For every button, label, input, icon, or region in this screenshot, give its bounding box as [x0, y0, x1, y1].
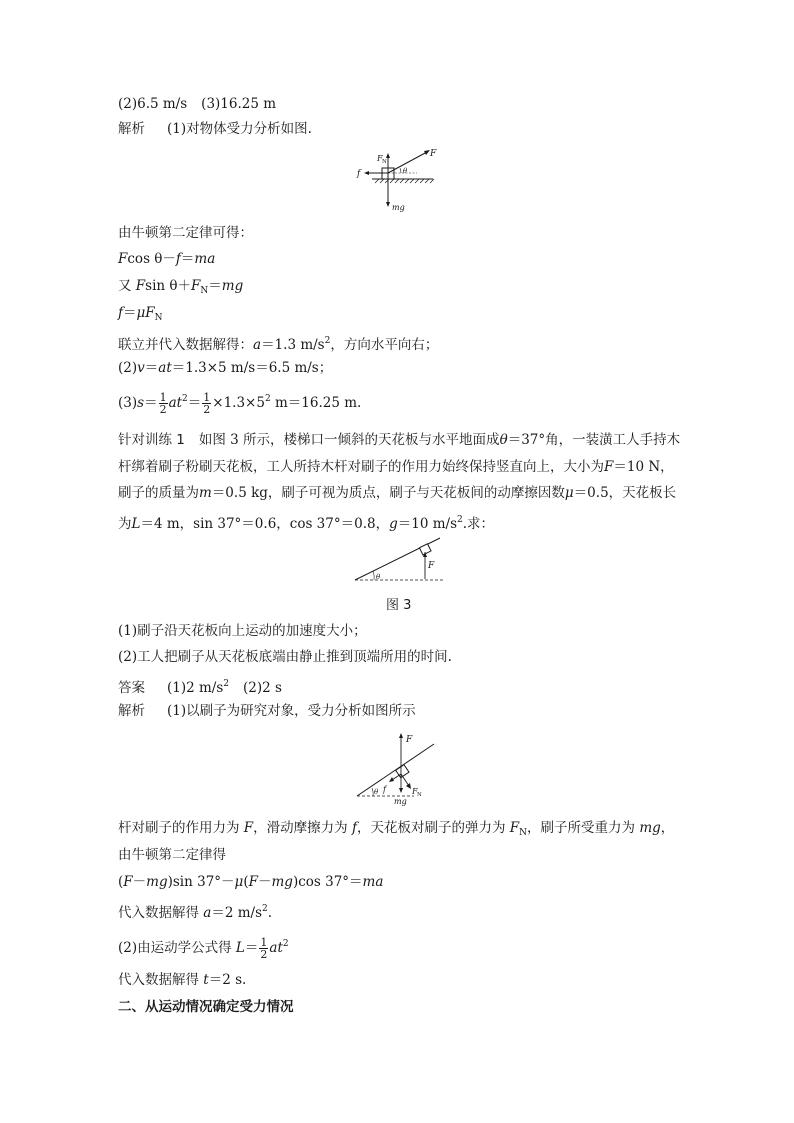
exercise-line-2: 杆绑着刷子粉刷天花板，工人所持木杆对刷子的作用力始终保持竖直向上，大小为F＝10 N，	[118, 459, 674, 475]
answer-line: 答案 (1)2 $m/s^2$ (2)2 s	[118, 679, 282, 696]
analysis-line	[118, 119, 312, 139]
label-FN-sub: N	[417, 792, 422, 798]
answer-line-1	[118, 94, 276, 114]
result-velocity: (2)v＝at＝1.3×5 m/s＝6.5 m/s；	[118, 360, 333, 376]
label-FN-sub: N	[382, 159, 387, 165]
equation-3: $f=\mu F_N$	[118, 305, 163, 323]
label-F: F	[406, 735, 413, 745]
analysis-label: 解析	[118, 121, 145, 137]
figure-force-diagram-2	[352, 728, 442, 808]
label-mg: mg	[394, 797, 407, 806]
label-f: f	[383, 785, 386, 794]
label-mg: mg	[392, 203, 405, 212]
section-heading: 二、从运动情况确定受力情况	[118, 999, 294, 1015]
figure-force-diagram-1	[355, 146, 455, 214]
answer-3: (3)16.25 m	[201, 96, 277, 112]
equation-1: Fcos θ－f＝ma	[118, 251, 216, 267]
text-newton-2nd: 由牛顿第二定律可得：	[118, 225, 253, 241]
analysis-line-2: 解析 (1)以刷子为研究对象，受力分析如图所示	[118, 703, 416, 719]
label-theta: θ	[374, 788, 379, 796]
analysis-label-2: 解析	[118, 703, 145, 719]
answer-label: 答案	[118, 680, 145, 696]
label-FN: F	[412, 787, 418, 796]
kinematics-formula: (2)由运动学公式得 L＝ $\frac{1}{2}$ $at^2$	[118, 936, 289, 961]
equation-4: (F－mg)sin 37°－μ(F－mg)cos 37°＝ma	[118, 874, 384, 890]
figure-3-ceiling	[352, 534, 452, 584]
label-theta: θ	[403, 167, 408, 175]
result-acceleration: 联立并代入数据解得：a＝1.3 $m/s^2$，方向水平向右；	[118, 336, 439, 353]
label-FN: F	[377, 154, 383, 163]
label-F: F	[428, 561, 435, 571]
result-a: 代入数据解得 a＝2 $m/s^2$.	[118, 904, 273, 921]
answer-2: (2)6.5 m/s	[118, 96, 188, 112]
question-2: (2)工人把刷子从天花板底端由静止推到顶端所用的时间.	[118, 649, 452, 665]
equation-2: 又 Fsin $\theta+F_N=mg$	[118, 278, 244, 296]
text-newton-2nd-b: 由牛顿第二定律得	[118, 847, 226, 863]
forces-description: 杆对刷子的作用力为 F，滑动摩擦力为 f，天花板对刷子的弹力为 $F_N$，刷子所受重力为 mg，	[118, 820, 675, 838]
label-f: f	[357, 169, 361, 179]
figure-caption: 图 3	[386, 598, 412, 613]
label-F: F	[430, 149, 437, 159]
analysis-text: (1)对物体受力分析如图.	[167, 121, 312, 137]
result-t: 代入数据解得 t＝2 s.	[118, 972, 247, 988]
exercise-line-3: 刷子的质量为m＝0.5 kg，刷子可视为质点，刷子与天花板间的动摩擦因数μ＝0.5，天花板长	[118, 485, 677, 501]
label-theta: θ	[376, 573, 381, 581]
question-1: (1)刷子沿天花板向上运动的加速度大小；	[118, 623, 367, 639]
exercise-line-1: 针对训练 1 如图 3 所示，楼梯口一倾斜的天花板与水平地面成θ＝37°角，一装潢工人手持木	[118, 432, 681, 448]
exercise-line-4: 为L＝4 m，sin 37°＝0.6，cos 37°＝0.8，g＝10 $m/s^2$.求：	[118, 515, 495, 532]
result-displacement: (3)s＝ $\frac{1}{2}$ $at^2=$ $\frac{1}{2}$ $\times 1.3\times 5^2$ m＝16.25 m.	[118, 391, 362, 416]
